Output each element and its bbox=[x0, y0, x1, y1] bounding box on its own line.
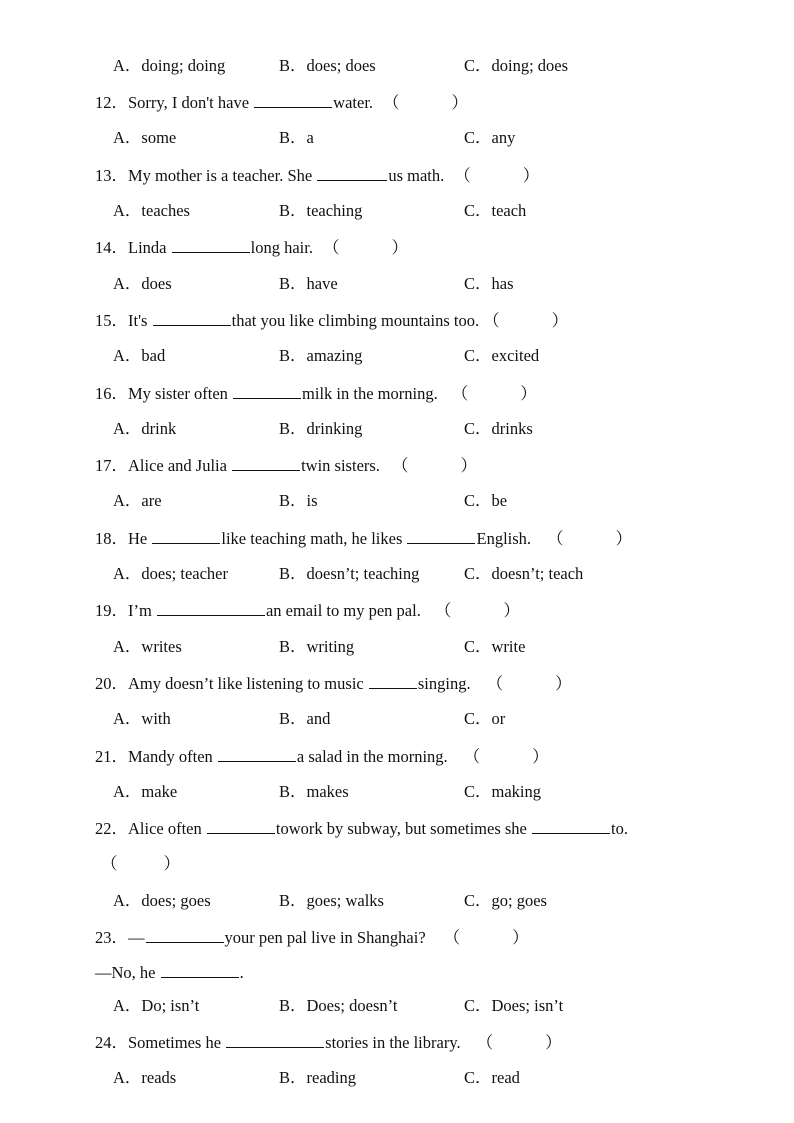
q17-option-a: A．are bbox=[113, 491, 162, 510]
q21-option-b: B．makes bbox=[279, 782, 349, 801]
q19-blank bbox=[157, 600, 265, 616]
q14-blank bbox=[172, 237, 250, 253]
q14-options bbox=[113, 274, 753, 294]
q22-blank-1 bbox=[207, 818, 275, 834]
q15-text-1: It's bbox=[128, 311, 152, 330]
q13-option-c: C．teach bbox=[464, 201, 527, 220]
q24-option-b: B．reading bbox=[279, 1068, 356, 1087]
q13-number: 13． bbox=[95, 166, 128, 185]
q23-answer-paren: （ ） bbox=[443, 928, 529, 947]
q18-answer-paren: （ ） bbox=[547, 529, 633, 548]
q15-stem bbox=[95, 310, 568, 331]
q16-answer-paren: （ ） bbox=[451, 384, 537, 403]
q11-options bbox=[113, 56, 753, 76]
q20-blank bbox=[369, 673, 417, 689]
q13-option-b: B．teaching bbox=[279, 201, 363, 220]
q21-stem bbox=[95, 746, 549, 767]
q14-answer-paren: （ ） bbox=[322, 238, 408, 257]
q23-option-b: B．Does; doesn’t bbox=[279, 996, 398, 1015]
q21-text-1: Mandy often bbox=[128, 747, 217, 766]
q22-text-2: towork by subway, but sometimes she bbox=[275, 819, 532, 838]
q16-options bbox=[113, 419, 753, 439]
q12-text-1: Sorry, I don't have bbox=[128, 93, 254, 112]
q16-text-1: My sister often bbox=[128, 384, 233, 403]
q18-options bbox=[113, 564, 753, 584]
q20-option-b: B．and bbox=[279, 709, 331, 728]
q14-text-2: long hair. bbox=[250, 238, 313, 257]
q21-answer-paren: （ ） bbox=[463, 747, 549, 766]
q24-number: 24． bbox=[95, 1033, 128, 1052]
q16-option-b: B．drinking bbox=[279, 419, 363, 438]
q11-option-b: B．does; does bbox=[279, 56, 376, 75]
q23-text-2: your pen pal live in Shanghai? bbox=[224, 928, 426, 947]
q20-option-a: A．with bbox=[113, 709, 171, 728]
q14-number: 14． bbox=[95, 238, 128, 257]
q17-answer-paren: （ ） bbox=[391, 456, 477, 475]
q16-option-c: C．drinks bbox=[464, 419, 533, 438]
q23-blank-1 bbox=[146, 927, 224, 943]
q20-option-c: C．or bbox=[464, 709, 506, 728]
q13-blank bbox=[317, 165, 387, 181]
q22-text-1: Alice often bbox=[128, 819, 206, 838]
q21-text-2: a salad in the morning. bbox=[296, 747, 448, 766]
q22-option-a: A．does; goes bbox=[113, 891, 211, 910]
q17-blank bbox=[232, 455, 300, 471]
q23-stem bbox=[95, 927, 529, 948]
q19-answer-paren: （ ） bbox=[434, 601, 520, 620]
q23-response-text-2: . bbox=[239, 963, 244, 982]
q15-blank bbox=[153, 310, 231, 326]
q19-text-2: an email to my pen pal. bbox=[265, 601, 421, 620]
q20-text-1: Amy doesn’t like listening to music bbox=[128, 674, 368, 693]
q12-options bbox=[113, 128, 753, 148]
q19-number: 19． bbox=[95, 601, 128, 620]
q23-blank-2 bbox=[161, 962, 239, 978]
q24-answer-paren: （ ） bbox=[476, 1033, 562, 1052]
q23-text-1: — bbox=[128, 928, 145, 947]
q22-answer-paren: （ ） bbox=[101, 854, 180, 873]
q15-number: 15． bbox=[95, 311, 128, 330]
q18-option-a: A．does; teacher bbox=[113, 564, 228, 583]
q15-answer-paren: （ ） bbox=[483, 311, 569, 330]
q15-text-2: that you like climbing mountains too. bbox=[231, 311, 480, 330]
q12-stem bbox=[95, 92, 468, 113]
q24-text-1: Sometimes he bbox=[128, 1033, 226, 1052]
q16-option-a: A．drink bbox=[113, 419, 177, 438]
q12-option-a: A．some bbox=[113, 128, 177, 147]
q12-blank bbox=[254, 92, 332, 108]
q12-text-2: water. bbox=[333, 93, 374, 112]
q23-number: 23． bbox=[95, 928, 128, 947]
q13-stem bbox=[95, 165, 539, 186]
q18-option-c: C．doesn’t; teach bbox=[464, 564, 584, 583]
q19-option-b: B．writing bbox=[279, 637, 355, 656]
q23-response bbox=[95, 962, 244, 983]
q14-option-b: B．have bbox=[279, 274, 338, 293]
q19-option-c: C．write bbox=[464, 637, 526, 656]
q24-options bbox=[113, 1068, 753, 1088]
q22-number: 22． bbox=[95, 819, 128, 838]
q24-option-c: C．read bbox=[464, 1068, 520, 1087]
q11-option-a: A．doing; doing bbox=[113, 56, 226, 75]
q21-number: 21． bbox=[95, 747, 128, 766]
q15-option-c: C．excited bbox=[464, 346, 540, 365]
q14-stem bbox=[95, 237, 408, 258]
q24-blank bbox=[226, 1032, 324, 1048]
q21-options bbox=[113, 782, 753, 802]
q15-option-b: B．amazing bbox=[279, 346, 363, 365]
q14-option-a: A．does bbox=[113, 274, 172, 293]
q15-option-a: A．bad bbox=[113, 346, 166, 365]
q17-option-c: C．be bbox=[464, 491, 508, 510]
q23-options bbox=[113, 996, 753, 1016]
q14-option-c: C．has bbox=[464, 274, 514, 293]
q20-number: 20． bbox=[95, 674, 128, 693]
q13-option-a: A．teaches bbox=[113, 201, 190, 220]
q17-option-b: B．is bbox=[279, 491, 318, 510]
q19-text-1: I’m bbox=[128, 601, 156, 620]
q13-options bbox=[113, 201, 753, 221]
q22-option-c: C．go; goes bbox=[464, 891, 547, 910]
q16-stem bbox=[95, 383, 537, 404]
q23-option-a: A．Do; isn’t bbox=[113, 996, 200, 1015]
q22-stem bbox=[95, 818, 628, 839]
q13-text-1: My mother is a teacher. She bbox=[128, 166, 317, 185]
q20-options bbox=[113, 709, 753, 729]
q18-blank-1 bbox=[152, 528, 220, 544]
q18-option-b: B．doesn’t; teaching bbox=[279, 564, 420, 583]
q20-text-2: singing. bbox=[417, 674, 471, 693]
q16-number: 16． bbox=[95, 384, 128, 403]
q11-option-c: C．doing; does bbox=[464, 56, 569, 75]
q24-stem bbox=[95, 1032, 562, 1053]
q21-blank bbox=[218, 746, 296, 762]
q19-option-a: A．writes bbox=[113, 637, 182, 656]
q12-answer-paren: （ ） bbox=[383, 93, 469, 112]
q16-blank bbox=[233, 383, 301, 399]
q18-number: 18． bbox=[95, 529, 128, 548]
q17-options bbox=[113, 491, 753, 511]
q15-options bbox=[113, 346, 753, 366]
q18-text-3: English. bbox=[476, 529, 532, 548]
q16-text-2: milk in the morning. bbox=[302, 384, 438, 403]
q23-option-c: C．Does; isn’t bbox=[464, 996, 564, 1015]
q19-stem bbox=[95, 600, 520, 621]
q17-number: 17． bbox=[95, 456, 128, 475]
q19-options bbox=[113, 637, 753, 657]
q17-text-1: Alice and Julia bbox=[128, 456, 232, 475]
q24-option-a: A．reads bbox=[113, 1068, 177, 1087]
q22-option-b: B．goes; walks bbox=[279, 891, 384, 910]
q18-stem bbox=[95, 528, 632, 549]
q21-option-a: A．make bbox=[113, 782, 178, 801]
q18-text-2: like teaching math, he likes bbox=[221, 529, 407, 548]
q22-text-3: to. bbox=[611, 819, 628, 838]
q17-stem bbox=[95, 455, 477, 476]
q22-options bbox=[113, 891, 753, 911]
q20-answer-paren: （ ） bbox=[486, 674, 572, 693]
q20-stem bbox=[95, 673, 572, 694]
q12-option-c: C．any bbox=[464, 128, 516, 147]
q24-text-2: stories in the library. bbox=[325, 1033, 461, 1052]
q17-text-2: twin sisters. bbox=[301, 456, 380, 475]
q22-blank-2 bbox=[532, 818, 610, 834]
q18-blank-2 bbox=[407, 528, 475, 544]
q13-answer-paren: （ ） bbox=[454, 166, 540, 185]
q12-number: 12． bbox=[95, 93, 128, 112]
q21-option-c: C．making bbox=[464, 782, 541, 801]
q13-text-2: us math. bbox=[388, 166, 445, 185]
q18-text-1: He bbox=[128, 529, 152, 548]
q12-option-b: B．a bbox=[279, 128, 314, 147]
q14-text-1: Linda bbox=[128, 238, 171, 257]
q23-response-text-1: —No, he bbox=[95, 963, 160, 982]
